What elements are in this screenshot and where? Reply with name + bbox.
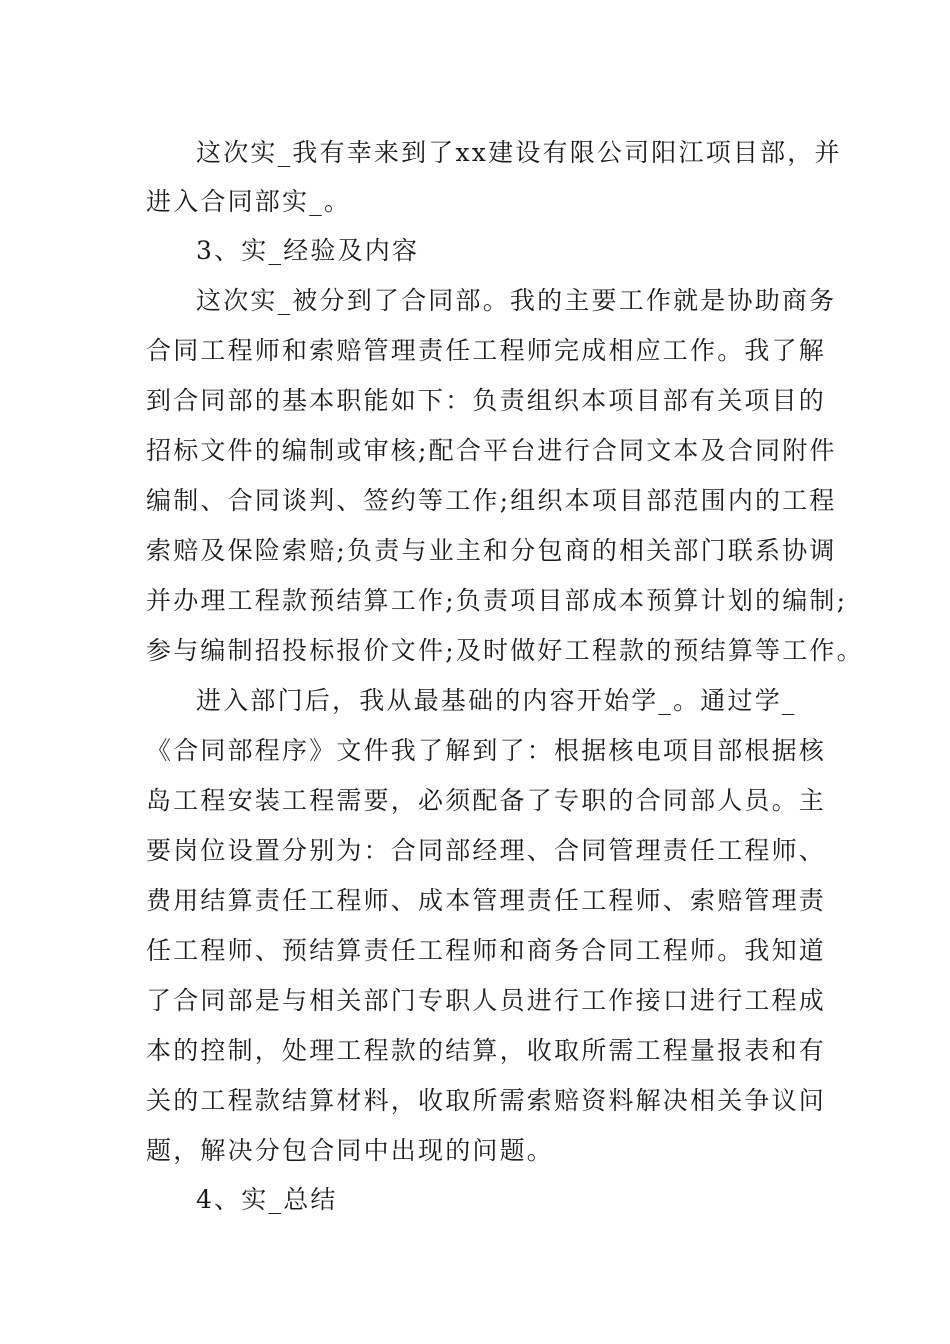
paragraph-3-line-2: 《合同部程序》文件我了解到了：根据核电项目部根据核 [146,736,827,765]
paragraph-2-line-7: 并办理工程款预结算工作;负责项目部成本预算计划的编制; [146,586,848,615]
paragraph-3-line-8: 本的控制，处理工程款的结算，收取所需工程量报表和有 [146,1036,827,1065]
paragraph-2-line-8: 参与编制招投标报价文件;及时做好工程款的预结算等工作。 [146,636,864,665]
paragraph-2-line-2: 合同工程师和索赔管理责任工程师完成相应工作。我了解 [146,336,827,365]
paragraph-3-line-7: 了合同部是与相关部门专职人员进行工作接口进行工程成 [146,986,827,1015]
paragraph-3-line-4: 要岗位设置分别为：合同部经理、合同管理责任工程师、 [146,836,827,865]
section-3-heading: 3、实_经验及内容 [196,236,420,265]
paragraph-1-line-2: 进入合同部实_。 [146,187,352,216]
paragraph-2-line-6: 索赔及保险索赔;负责与业主和分包商的相关部门联系协调 [146,536,837,565]
paragraph-3-line-5: 费用结算责任工程师、成本管理责任工程师、索赔管理责 [146,886,827,915]
paragraph-2-line-4: 招标文件的编制或审核;配合平台进行合同文本及合同附件 [146,436,837,465]
paragraph-2-line-1: 这次实_被分到了合同部。我的主要工作就是协助商务 [196,286,837,315]
section-4-heading: 4、实_总结 [196,1185,338,1214]
paragraph-1-line-1: 这次实_我有幸来到了xx建设有限公司阳江项目部，并 [196,138,842,167]
paragraph-2-line-3: 到合同部的基本职能如下：负责组织本项目部有关项目的 [146,386,827,415]
paragraph-3-line-10: 题，解决分包合同中出现的问题。 [146,1136,555,1165]
paragraph-2-line-5: 编制、合同谈判、签约等工作;组织本项目部范围内的工程 [146,486,837,515]
paragraph-3-line-9: 关的工程款结算材料，收取所需索赔资料解决相关争议问 [146,1086,827,1115]
paragraph-3-line-6: 任工程师、预结算责任工程师和商务合同工程师。我知道 [146,936,827,965]
paragraph-3-line-3: 岛工程安装工程需要，必须配备了专职的合同部人员。主 [146,786,827,815]
paragraph-3-line-1: 进入部门后，我从最基础的内容开始学_。通过学_ [196,686,797,715]
